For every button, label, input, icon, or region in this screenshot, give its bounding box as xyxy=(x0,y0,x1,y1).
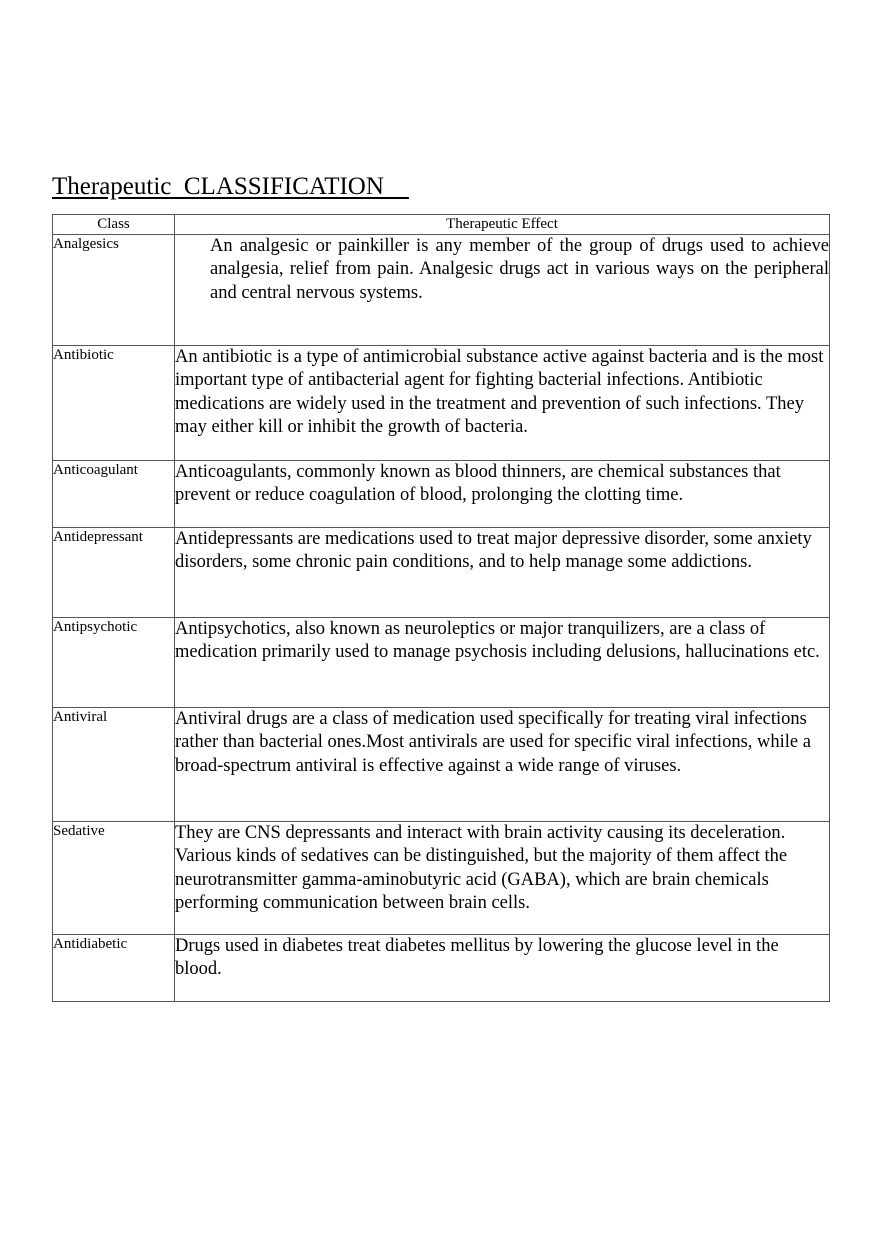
effect-cell: Anticoagulants, commonly known as blood thinners, are chemical substances that prevent or reduce coagulation of blood, prolonging the clotting time. xyxy=(175,461,830,528)
class-cell: Antidiabetic xyxy=(53,935,175,1002)
class-cell: Anticoagulant xyxy=(53,461,175,528)
effect-cell: Antiviral drugs are a class of medication used specifically for treating viral infections rather than bacterial ones.Most antivirals are used for specific viral infections, while a broad-spectrum antiviral is effective against a wide range of viruses. xyxy=(175,708,830,822)
page-title: Therapeutic CLASSIFICATION xyxy=(52,173,409,200)
effect-cell: Drugs used in diabetes treat diabetes mellitus by lowering the glucose level in the blood. xyxy=(175,935,830,1002)
table-row xyxy=(53,708,830,822)
table-row xyxy=(53,461,830,528)
class-cell: Sedative xyxy=(53,822,175,935)
effect-cell: An antibiotic is a type of antimicrobial substance active against bacteria and is the most important type of antibacterial agent for fighting bacterial infections. Antibiotic medications are widely used in the treatment and prevention of such infections. They may either kill or inhibit the growth of bacteria. xyxy=(175,346,830,461)
effect-cell: Antipsychotics, also known as neuroleptics or major tranquilizers, are a class of medication primarily used to manage psychosis including delusions, hallucinations etc. xyxy=(175,618,830,708)
class-cell: Antibiotic xyxy=(53,346,175,461)
column-header-class: Class xyxy=(53,215,175,235)
table-row xyxy=(53,618,830,708)
table-row xyxy=(53,935,830,1002)
class-cell: Antidepressant xyxy=(53,528,175,618)
column-header-effect: Therapeutic Effect xyxy=(175,215,830,235)
class-cell: Analgesics xyxy=(53,235,175,346)
table-row xyxy=(53,822,830,935)
classification-table xyxy=(52,214,830,1002)
table-row xyxy=(53,235,830,346)
class-cell: Antiviral xyxy=(53,708,175,822)
table-row xyxy=(53,346,830,461)
class-cell: Antipsychotic xyxy=(53,618,175,708)
effect-cell: An analgesic or painkiller is any member of the group of drugs used to achieve analgesia, relief from pain. Analgesic drugs act in various ways on the peripheral and central nervous systems. xyxy=(175,235,830,346)
effect-cell: Antidepressants are medications used to treat major depressive disorder, some anxiety disorders, some chronic pain conditions, and to help manage some addictions. xyxy=(175,528,830,618)
table-row xyxy=(53,528,830,618)
table-header-row xyxy=(53,215,830,235)
effect-cell: They are CNS depressants and interact with brain activity causing its deceleration. Various kinds of sedatives can be distinguished, but the majority of them affect the neurotransmitter gamma-aminobutyric acid (GABA), which are brain chemicals performing communication between brain cells. xyxy=(175,822,830,935)
